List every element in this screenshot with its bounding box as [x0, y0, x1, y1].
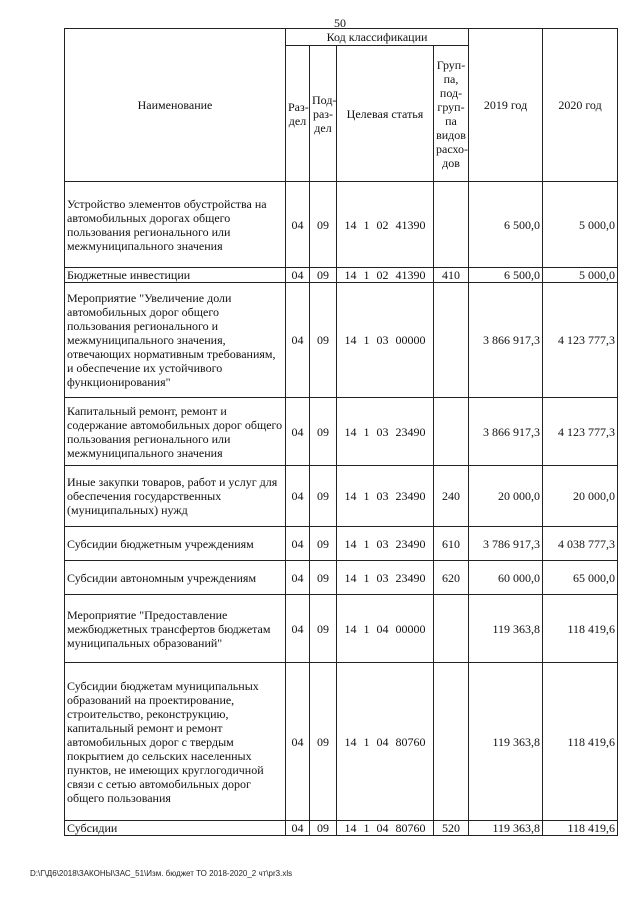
row-amount-2020: 5 000,0: [543, 182, 618, 268]
row-name: Капитальный ремонт, ремонт и содержание автомобильных дорог общего пользования регионального или межмуниципального значения: [65, 398, 286, 466]
row-razdel: 04: [286, 182, 310, 268]
row-name: Мероприятие "Увеличение доли автомобильных дорог общего пользования регионального и межмуниципального значения, отвечающих нормативным требованиям, и обеспечение их устойчивого функционирования": [65, 283, 286, 398]
table-row: [65, 466, 618, 527]
row-razdel: 04: [286, 466, 310, 527]
row-amount-2020: 118 419,6: [543, 663, 618, 821]
row-target-article: 14 1 02 41390: [337, 182, 434, 268]
row-amount-2019: 3 786 917,3: [469, 527, 543, 561]
table-row: [65, 595, 618, 663]
row-amount-2020: 118 419,6: [543, 821, 618, 836]
header-razdel: Раз-дел: [286, 46, 310, 182]
table-row: [65, 398, 618, 466]
row-podrazdel: 09: [310, 268, 337, 283]
row-name: Субсидии автономным учреждениям: [65, 561, 286, 595]
budget-table: [64, 28, 618, 836]
row-amount-2019: 20 000,0: [469, 466, 543, 527]
row-amount-2020: 20 000,0: [543, 466, 618, 527]
row-podrazdel: 09: [310, 283, 337, 398]
header-target-article: Целевая статья: [337, 46, 434, 182]
row-expense-group: [434, 283, 469, 398]
row-expense-group: [434, 398, 469, 466]
row-target-article: 14 1 03 00000: [337, 283, 434, 398]
row-amount-2020: 4 123 777,3: [543, 283, 618, 398]
row-razdel: 04: [286, 527, 310, 561]
row-amount-2019: 6 500,0: [469, 182, 543, 268]
row-razdel: 04: [286, 268, 310, 283]
row-name: Устройство элементов обустройства на автомобильных дорогах общего пользования регионального или межмуниципального значения: [65, 182, 286, 268]
row-expense-group: 240: [434, 466, 469, 527]
row-name: Субсидии бюджетам муниципальных образований на проектирование, строительство, реконструкцию, капитальный ремонт и ремонт автомобильных дорог с твердым покрытием до сельских населенных пунктов, не имеющих круглогодичной связи с сетью автомобильных дорог общего пользования: [65, 663, 286, 821]
header-year-2020: 2020 год: [543, 29, 618, 182]
row-podrazdel: 09: [310, 527, 337, 561]
row-expense-group: [434, 182, 469, 268]
row-podrazdel: 09: [310, 561, 337, 595]
table-row: [65, 527, 618, 561]
file-path-footer: D:\Г\Д6\2018\ЗАКОНЫ\ЗАС_51\Изм. бюджет ТО 2018-2020_2 чт\pr3.xls: [30, 869, 293, 878]
row-target-article: 14 1 04 80760: [337, 821, 434, 836]
row-amount-2019: 119 363,8: [469, 821, 543, 836]
row-target-article: 14 1 03 23490: [337, 466, 434, 527]
row-expense-group: 610: [434, 527, 469, 561]
header-expense-group: Груп-па, под-груп-па видов расхо-дов: [434, 46, 469, 182]
header-code-classification: Код классификации: [286, 29, 469, 46]
row-expense-group: [434, 663, 469, 821]
table-row: [65, 663, 618, 821]
row-name: Мероприятие "Предоставление межбюджетных трансфертов бюджетам муниципальных образований": [65, 595, 286, 663]
row-target-article: 14 1 04 00000: [337, 595, 434, 663]
row-razdel: 04: [286, 821, 310, 836]
row-amount-2020: 118 419,6: [543, 595, 618, 663]
row-amount-2019: 3 866 917,3: [469, 283, 543, 398]
row-expense-group: [434, 595, 469, 663]
row-razdel: 04: [286, 283, 310, 398]
row-podrazdel: 09: [310, 663, 337, 821]
page-number: 50: [334, 16, 346, 30]
row-razdel: 04: [286, 595, 310, 663]
table-row: [65, 283, 618, 398]
row-razdel: 04: [286, 398, 310, 466]
table-row: [65, 821, 618, 836]
row-expense-group: 520: [434, 821, 469, 836]
row-amount-2020: 4 123 777,3: [543, 398, 618, 466]
row-razdel: 04: [286, 561, 310, 595]
row-amount-2019: 60 000,0: [469, 561, 543, 595]
row-amount-2020: 5 000,0: [543, 268, 618, 283]
row-amount-2020: 4 038 777,3: [543, 527, 618, 561]
row-target-article: 14 1 04 80760: [337, 663, 434, 821]
row-amount-2019: 119 363,8: [469, 595, 543, 663]
row-podrazdel: 09: [310, 595, 337, 663]
row-podrazdel: 09: [310, 398, 337, 466]
table-row: [65, 268, 618, 283]
row-expense-group: 620: [434, 561, 469, 595]
row-name: Субсидии: [65, 821, 286, 836]
header-name: Наименование: [65, 29, 286, 182]
row-podrazdel: 09: [310, 821, 337, 836]
row-podrazdel: 09: [310, 466, 337, 527]
table-row: [65, 561, 618, 595]
row-target-article: 14 1 03 23490: [337, 398, 434, 466]
row-amount-2019: 3 866 917,3: [469, 398, 543, 466]
row-target-article: 14 1 03 23490: [337, 527, 434, 561]
row-target-article: 14 1 03 23490: [337, 561, 434, 595]
header-year-2019: 2019 год: [469, 29, 543, 182]
row-razdel: 04: [286, 663, 310, 821]
row-name: Субсидии бюджетным учреждениям: [65, 527, 286, 561]
row-target-article: 14 1 02 41390: [337, 268, 434, 283]
table-row: [65, 182, 618, 268]
row-amount-2019: 6 500,0: [469, 268, 543, 283]
row-expense-group: 410: [434, 268, 469, 283]
row-name: Иные закупки товаров, работ и услуг для обеспечения государственных (муниципальных) нужд: [65, 466, 286, 527]
row-amount-2019: 119 363,8: [469, 663, 543, 821]
row-name: Бюджетные инвестиции: [65, 268, 286, 283]
row-podrazdel: 09: [310, 182, 337, 268]
row-amount-2020: 65 000,0: [543, 561, 618, 595]
header-podrazdel: Под-раз-дел: [310, 46, 337, 182]
